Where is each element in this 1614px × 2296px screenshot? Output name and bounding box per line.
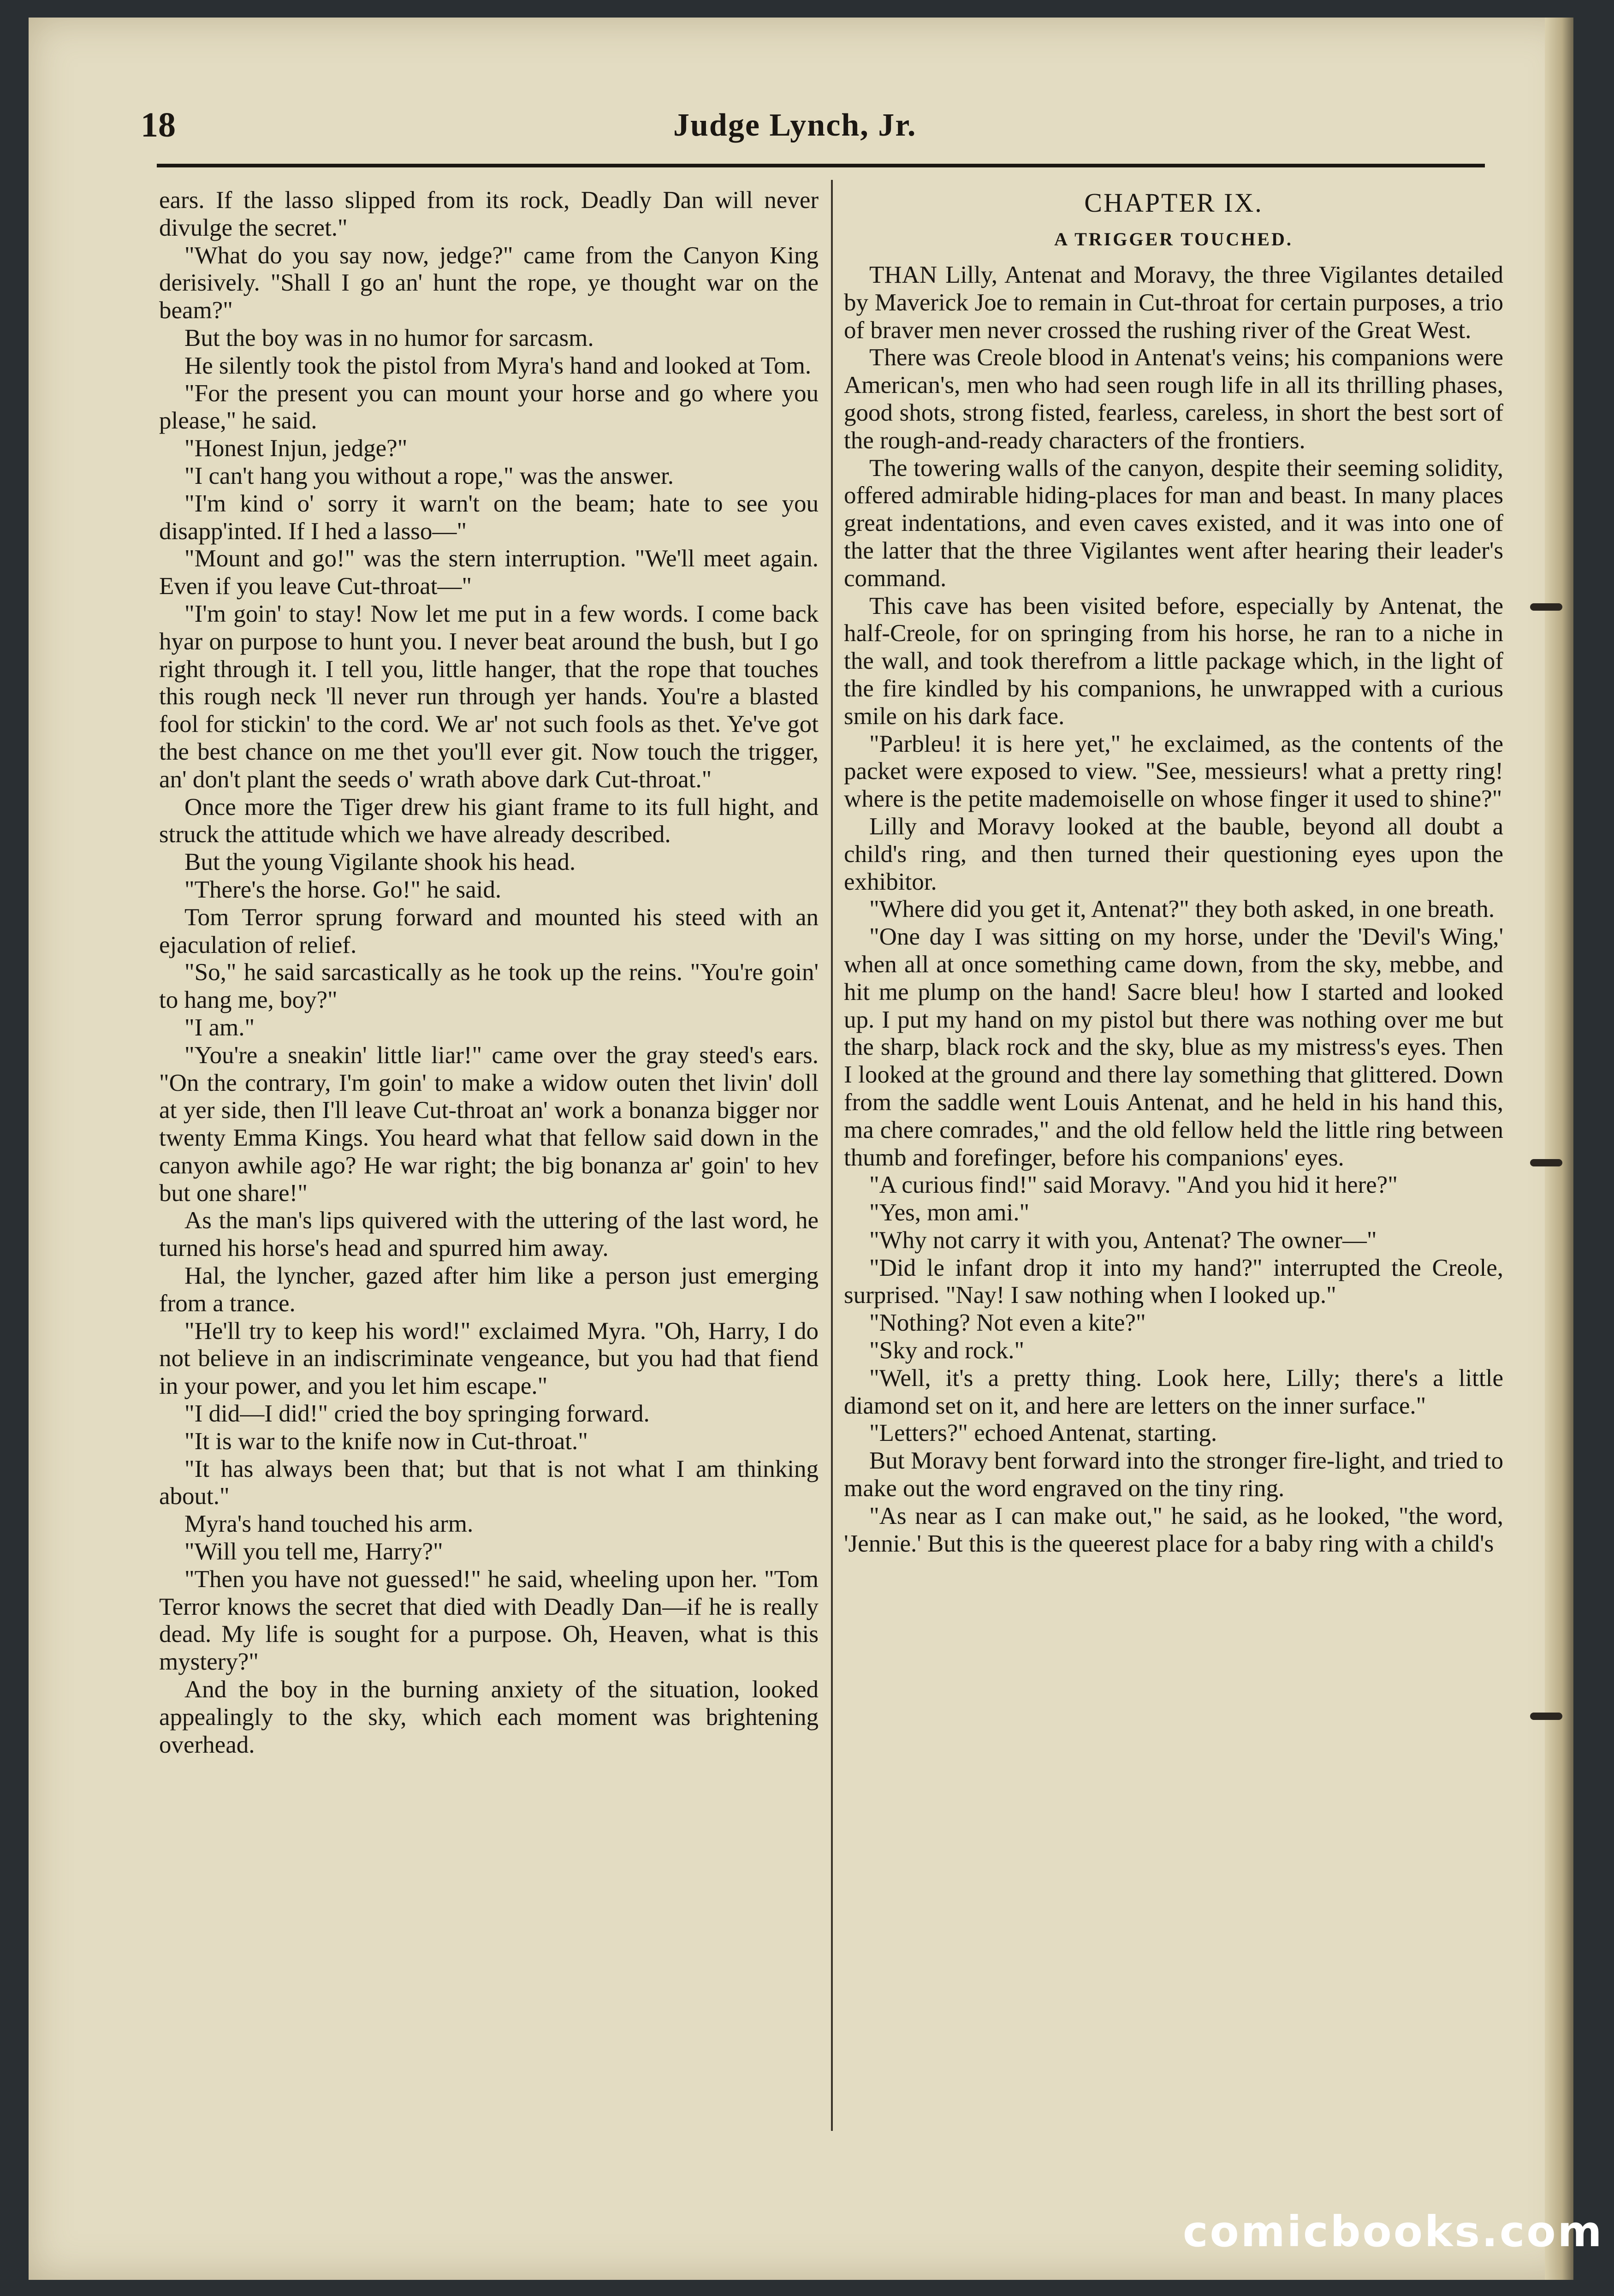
paragraph-text: Hal, the lyncher, gazed after him like a person just emerging from a trance.	[159, 1262, 819, 1317]
paragraph	[844, 923, 1503, 1172]
staple	[1530, 1159, 1562, 1166]
paragraph	[159, 876, 819, 904]
paragraph-text: "One day I was sitting on my horse, under the 'Devil's Wing,' when all at once something came down, from the sky, mebbe, and hit me plump on the hand! Sacre bleu! how I started and looked up. I put my hand on my pistol but there was nothing over me but the sharp, black rock and the sky, blue as my mistress's eyes. Then I looked at the ground and there lay something that glittered. Down from the saddle went Louis Antenat, and he held in his hand this, ma chere comrades," and the old fellow held the little ring between thumb and forefinger, before his companions' eyes.	[844, 923, 1503, 1171]
paragraph	[844, 593, 1503, 731]
paragraph-text: "Parbleu! it is here yet," he exclaimed, as the contents of the packet were exposed to view. "See, messieurs! what a pretty ring! where is the petite mademoiselle on whose finger it used to shine?"	[844, 730, 1503, 813]
right-column-body	[844, 262, 1503, 1558]
paragraph-text: Once more the Tiger drew his giant frame to its full hight, and struck the attitude which we have already described.	[159, 793, 819, 848]
paragraph	[844, 344, 1503, 454]
paragraph-text: "He'll try to keep his word!" exclaimed Myra. "Oh, Harry, I do not believe in an indiscriminate vengeance, but you had that fiend in your power, and you let him escape."	[159, 1317, 819, 1400]
paragraph	[159, 187, 819, 242]
paragraph	[159, 325, 819, 352]
paragraph-text: "Nothing? Not even a kite?"	[869, 1309, 1146, 1337]
paragraph	[844, 1447, 1503, 1503]
paragraph-text: But the boy was in no humor for sarcasm.	[184, 324, 594, 351]
paragraph	[844, 1309, 1503, 1337]
paragraph-text: Myra's hand touched his arm.	[184, 1511, 474, 1538]
paragraph	[159, 380, 819, 435]
paragraph	[844, 1227, 1503, 1255]
paragraph	[844, 1365, 1503, 1420]
paragraph-text: "There's the horse. Go!" he said.	[184, 876, 502, 903]
paragraph	[159, 1538, 819, 1566]
left-column	[159, 187, 819, 2138]
paragraph	[159, 1207, 819, 1262]
paragraph-text: "Mount and go!" was the stern interruption. "We'll meet again. Even if you leave Cut-throat—"	[159, 545, 819, 600]
paragraph-text: Lilly and Moravy looked at the bauble, beyond all doubt a child's ring, and then turned their questioning eyes upon the exhibitor.	[844, 813, 1503, 895]
paragraph-text: And the boy in the burning anxiety of the situation, looked appealingly to the sky, which each moment was brightening overhead.	[159, 1676, 819, 1758]
paragraph	[159, 1428, 819, 1456]
paragraph	[844, 1255, 1503, 1310]
paragraph-text: The towering walls of the canyon, despite their seeming solidity, offered admirable hiding-places for man and beast. In many places great indentations, and even caves existed, and it was into one of the latter that the three Vigilantes went after hearing their leader's command.	[844, 454, 1503, 592]
paragraph	[159, 1566, 819, 1676]
paragraph-text: "Letters?" echoed Antenat, starting.	[869, 1420, 1217, 1447]
paragraph-text: "Where did you get it, Antenat?" they both asked, in one breath.	[869, 896, 1495, 923]
paragraph	[159, 490, 819, 546]
paragraph	[844, 813, 1503, 896]
paragraph	[159, 545, 819, 601]
paragraph-text: ears. If the lasso slipped from its rock, Deadly Dan will never divulge the secret."	[159, 187, 819, 241]
paragraph	[159, 463, 819, 490]
paragraph	[844, 1503, 1503, 1558]
paragraph-text: "Did le infant drop it into my hand?" interrupted the Creole, surprised. "Nay! I saw nothing when I looked up."	[844, 1254, 1503, 1309]
paragraph-text: "As near as I can make out," he said, as he looked, "the word, 'Jennie.' But this is the queerest place for a baby ring with a child's	[844, 1502, 1503, 1557]
paragraph-text: "Will you tell me, Harry?"	[184, 1538, 443, 1565]
paragraph-text: "I can't hang you without a rope," was the answer.	[184, 462, 674, 489]
paragraph-text: "You're a sneakin' little liar!" came over the gray steed's ears. "On the contrary, I'm goin' to make a widow outen thet livin' doll at yer side, then I'll leave Cut-throat an' work a bonanza bigger nor twenty Emma Kings. You heard what that fellow said down in the canyon awhile ago? He war right; the big bonanza ar' goin' to hev but one share!"	[159, 1041, 819, 1207]
paragraph	[159, 601, 819, 794]
paragraph-text: "I did—I did!" cried the boy springing forward.	[184, 1400, 650, 1428]
chapter-title: CHAPTER IX.	[1084, 188, 1263, 218]
paragraph	[844, 455, 1503, 593]
paragraph-text: "I'm goin' to stay! Now let me put in a few words. I come back hyar on purpose to hunt you. I never beat around the bush, but I go right through it. I tell you, little hanger, that the rope that touches this rough neck 'll never run through yer hands. You're a blasted fool for stickin' to the cord. We ar' not such fools as thet. Ye've got the best chance on me thet you'll ever git. Now touch the trigger, an' don't plant the seeds o' wrath above dark Cut-throat."	[159, 600, 819, 793]
paragraph	[159, 1456, 819, 1511]
paragraph-text: "I'm kind o' sorry it warn't on the beam; hate to see you disapp'inted. If I hed a lasso—"	[159, 490, 819, 545]
paragraph	[159, 904, 819, 959]
paragraph	[159, 352, 819, 380]
paragraph-text: There was Creole blood in Antenat's veins; his companions were American's, men who had seen rough life in all its thrilling phases, good shots, strong fisted, fearless, careless, in short the best sort of the rough-and-ready characters of the frontiers.	[844, 344, 1503, 454]
paragraph	[159, 1400, 819, 1428]
paragraph	[844, 896, 1503, 923]
paragraph-text: "For the present you can mount your horse and go where you please," he said.	[159, 380, 819, 434]
paragraph	[159, 1262, 819, 1318]
staple	[1530, 1713, 1562, 1720]
paragraph-text: "I am."	[184, 1014, 255, 1041]
paragraph-text: "Then you have not guessed!" he said, wheeling upon her. "Tom Terror knows the secret that died with Deadly Dan—if he is really dead. My life is sought for a purpose. Oh, Heaven, what is this mystery?"	[159, 1565, 819, 1676]
paragraph	[844, 1420, 1503, 1447]
paragraph-text: Lilly, Antenat and Moravy, the three Vigilantes detailed by Maverick Joe to remain in Cut-throat for certain purposes, a trio of braver men never crossed the rushing river of the Great West.	[844, 262, 1503, 344]
paragraph-lead-word: THAN	[869, 262, 938, 288]
paragraph	[844, 1172, 1503, 1199]
paragraph-text: "Sky and rock."	[869, 1337, 1025, 1364]
paragraph	[159, 1511, 819, 1538]
paragraph-text: "Yes, mon ami."	[869, 1199, 1030, 1226]
paragraph	[159, 1014, 819, 1042]
paragraph	[159, 959, 819, 1014]
watermark: comicbooks.com	[1183, 2207, 1604, 2256]
paragraph	[844, 731, 1503, 813]
paragraph-text: "Why not carry it with you, Antenat? The owner—"	[869, 1226, 1377, 1254]
page-number: 18	[141, 106, 176, 144]
header-rule	[157, 164, 1485, 167]
paragraph-text: "What do you say now, jedge?" came from the Canyon King derisively. "Shall I go an' hunt the rope, ye thought war on the beam?"	[159, 242, 819, 324]
binding-spine	[1545, 18, 1573, 2280]
column-divider	[831, 180, 833, 2131]
paragraph-text: "It is war to the knife now in Cut-throat."	[184, 1428, 588, 1455]
paragraph	[159, 1042, 819, 1207]
chapter-subtitle: A TRIGGER TOUCHED.	[1054, 229, 1293, 250]
paragraph-text: He silently took the pistol from Myra's hand and looked at Tom.	[184, 352, 812, 379]
paragraph-text: "A curious find!" said Moravy. "And you hid it here?"	[869, 1172, 1398, 1199]
paragraph	[159, 435, 819, 463]
paragraph-text: This cave has been visited before, especially by Antenat, the half-Creole, for on springing from his horse, he ran to a niche in the wall, and took therefrom a little package which, in the light of the fire kindled by his companions, he unwrapped with a curious smile on his dark face.	[844, 592, 1503, 730]
paragraph-text: "Honest Injun, jedge?"	[184, 435, 408, 462]
paragraph-text: But the young Vigilante shook his head.	[184, 849, 576, 876]
paragraph	[159, 849, 819, 876]
staple	[1530, 603, 1562, 611]
right-column	[844, 187, 1503, 2138]
paragraph-text: But Moravy bent forward into the stronger fire-light, and tried to make out the word engraved on the tiny ring.	[844, 1447, 1503, 1502]
paragraph	[159, 794, 819, 849]
paragraph-text: As the man's lips quivered with the uttering of the last word, he turned his horse's head and spurred him away.	[159, 1207, 819, 1262]
paragraph	[844, 1199, 1503, 1227]
paragraph-text: Tom Terror sprung forward and mounted his steed with an ejaculation of relief.	[159, 904, 819, 958]
paragraph	[844, 1337, 1503, 1365]
paragraph	[844, 262, 1503, 344]
paragraph-text: "So," he said sarcastically as he took up the reins. "You're goin' to hang me, boy?"	[159, 959, 819, 1014]
paragraph-text: "It has always been that; but that is not what I am thinking about."	[159, 1455, 819, 1510]
paragraph	[159, 1676, 819, 1759]
running-title: Judge Lynch, Jr.	[673, 107, 917, 143]
paragraph-text: "Well, it's a pretty thing. Look here, Lilly; there's a little diamond set on it, and here are letters on the inner surface."	[844, 1364, 1503, 1419]
paragraph	[159, 242, 819, 325]
paragraph	[159, 1318, 819, 1400]
